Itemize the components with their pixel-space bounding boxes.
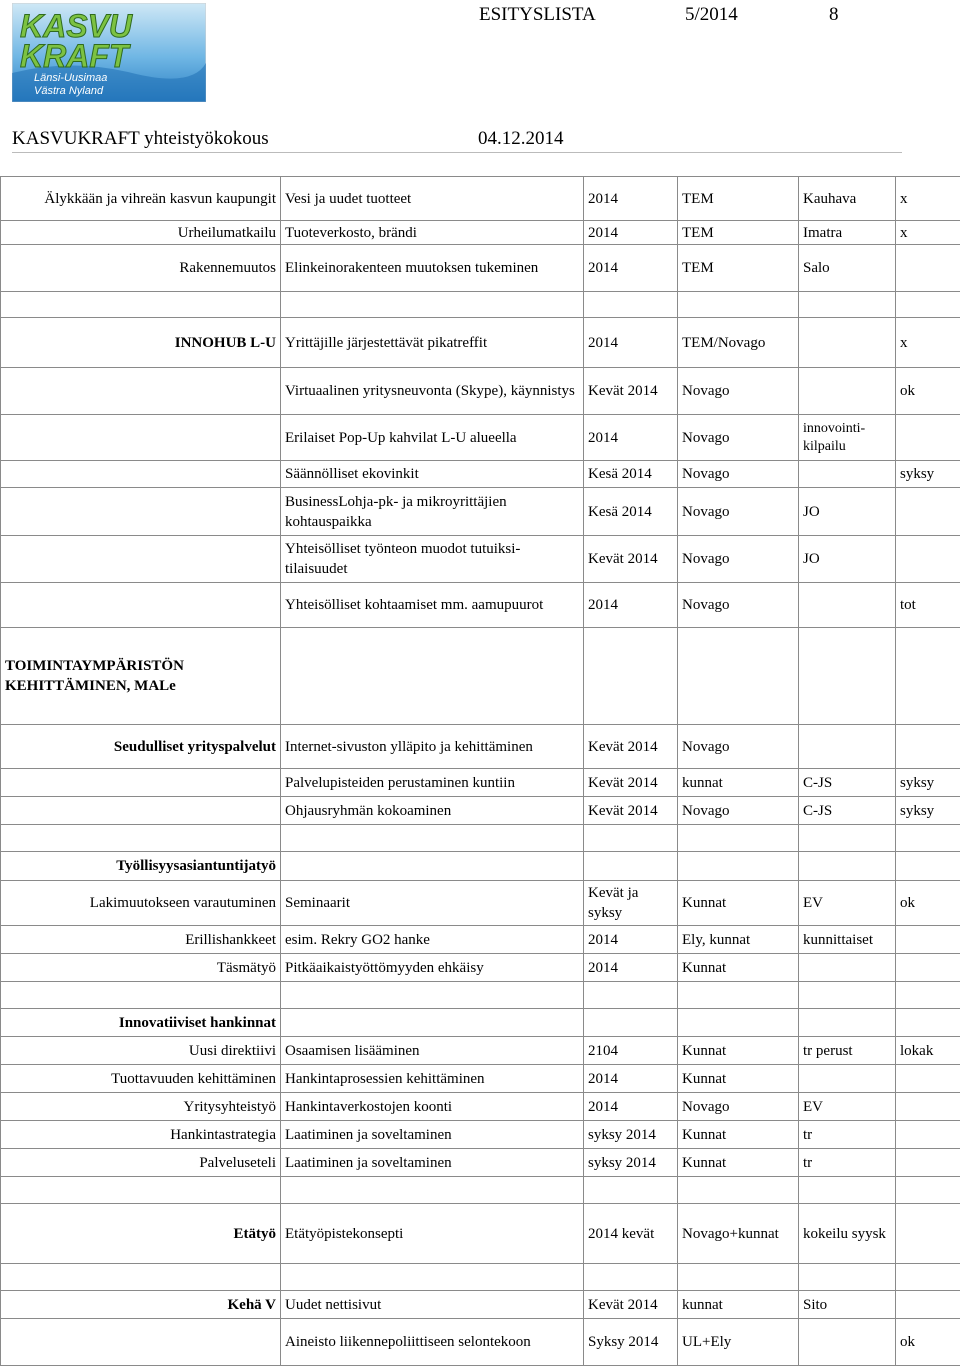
topic-cell (1, 1319, 281, 1366)
agenda-table (0, 176, 960, 1366)
topic-cell: Älykkään ja vihreän kasvun kaupungit (1, 177, 281, 221)
status-cell (896, 628, 960, 725)
note-cell: tr (799, 1121, 896, 1149)
schedule-cell: 2014 (584, 177, 678, 221)
page-number: 8 (829, 4, 839, 26)
status-cell: syksy (896, 461, 960, 488)
action-cell: Uudet nettisivut (281, 1291, 584, 1319)
table-row (1, 769, 960, 797)
spacer-row (1, 292, 960, 318)
table-row (1, 583, 960, 628)
svg-text:Västra Nyland: Västra Nyland (34, 85, 104, 97)
owner-cell: Novago (678, 415, 799, 461)
schedule-cell: 2014 (584, 318, 678, 368)
owner-cell (678, 1009, 799, 1037)
empty-cell (678, 982, 799, 1009)
note-cell: C-JS (799, 769, 896, 797)
action-cell: Laatiminen ja soveltaminen (281, 1121, 584, 1149)
empty-cell (1, 825, 281, 852)
topic-cell: Hankintastrategia (1, 1121, 281, 1149)
table-row (1, 415, 960, 461)
action-cell: BusinessLohja-pk- ja mikroyrittäjien kohtauspaikka (281, 488, 584, 536)
owner-cell (678, 628, 799, 725)
topic-cell: Etätyö (1, 1204, 281, 1264)
empty-cell (896, 825, 960, 852)
empty-cell (281, 292, 584, 318)
note-cell: Imatra (799, 221, 896, 245)
action-cell: Yrittäjille järjestettävät pikatreffit (281, 318, 584, 368)
action-cell: esim. Rekry GO2 hanke (281, 926, 584, 954)
table-row (1, 368, 960, 415)
empty-cell (896, 1264, 960, 1291)
document-number: 5/2014 (685, 4, 738, 26)
empty-cell (799, 292, 896, 318)
status-cell (896, 1204, 960, 1264)
topic-cell (1, 583, 281, 628)
status-cell (896, 1093, 960, 1121)
action-cell (281, 852, 584, 881)
schedule-cell: syksy 2014 (584, 1149, 678, 1177)
table-row (1, 1319, 960, 1366)
note-cell: Salo (799, 245, 896, 292)
empty-cell (584, 1177, 678, 1204)
action-cell: Seminaarit (281, 881, 584, 926)
owner-cell: Novago (678, 725, 799, 769)
empty-cell (1, 1264, 281, 1291)
topic-cell: Yritysyhteistyö (1, 1093, 281, 1121)
status-cell: ok (896, 1319, 960, 1366)
schedule-cell: syksy 2014 (584, 1121, 678, 1149)
action-cell (281, 628, 584, 725)
empty-cell (799, 1177, 896, 1204)
note-cell (799, 725, 896, 769)
action-cell: Yhteisölliset työnteon muodot tutuiksi-tilaisuudet (281, 536, 584, 583)
empty-cell (281, 982, 584, 1009)
table-row (1, 926, 960, 954)
owner-cell: Kunnat (678, 1121, 799, 1149)
table-row (1, 221, 960, 245)
action-cell (281, 1009, 584, 1037)
owner-cell: TEM/Novago (678, 318, 799, 368)
svg-text:KASVU: KASVU (20, 8, 133, 44)
empty-cell (1, 292, 281, 318)
schedule-cell: 2014 (584, 1065, 678, 1093)
action-cell: Erilaiset Pop-Up kahvilat L-U alueella (281, 415, 584, 461)
action-cell: Virtuaalinen yritysneuvonta (Skype), käynnistys (281, 368, 584, 415)
empty-cell (678, 1177, 799, 1204)
table-row (1, 954, 960, 982)
owner-cell: Kunnat (678, 1037, 799, 1065)
empty-cell (584, 982, 678, 1009)
schedule-cell: 2014 (584, 926, 678, 954)
empty-cell (799, 1264, 896, 1291)
note-cell (799, 583, 896, 628)
topic-cell: Täsmätyö (1, 954, 281, 982)
spacer-row (1, 1264, 960, 1291)
note-cell: tr (799, 1149, 896, 1177)
schedule-cell: 2014 (584, 221, 678, 245)
note-cell (799, 852, 896, 881)
empty-cell (281, 1177, 584, 1204)
status-cell (896, 1121, 960, 1149)
note-cell (799, 954, 896, 982)
status-cell: ok (896, 881, 960, 926)
status-cell (896, 415, 960, 461)
table-row (1, 245, 960, 292)
topic-cell: Kehä V (1, 1291, 281, 1319)
action-cell: Aineisto liikennepoliittiseen selontekoon (281, 1319, 584, 1366)
schedule-cell (584, 1009, 678, 1037)
action-cell: Vesi ja uudet tuotteet (281, 177, 584, 221)
table-row (1, 1065, 960, 1093)
empty-cell (584, 825, 678, 852)
topic-cell: Tuottavuuden kehittäminen (1, 1065, 281, 1093)
owner-cell: Novago (678, 368, 799, 415)
owner-cell: TEM (678, 221, 799, 245)
schedule-cell: 2014 (584, 954, 678, 982)
schedule-cell: Kevät 2014 (584, 1291, 678, 1319)
action-cell: Yhteisölliset kohtaamiset mm. aamupuurot (281, 583, 584, 628)
topic-cell (1, 461, 281, 488)
status-cell (896, 1009, 960, 1037)
topic-cell: Työllisyysasiantuntijatyö (1, 852, 281, 881)
owner-cell: UL+Ely (678, 1319, 799, 1366)
meeting-date: 04.12.2014 (478, 128, 564, 150)
empty-cell (678, 825, 799, 852)
note-cell: Sito (799, 1291, 896, 1319)
note-cell: kunnittaiset (799, 926, 896, 954)
empty-cell (281, 825, 584, 852)
status-cell (896, 1065, 960, 1093)
topic-cell: Palveluseteli (1, 1149, 281, 1177)
document-title: ESITYSLISTA (479, 4, 596, 26)
schedule-cell: Kevät 2014 (584, 536, 678, 583)
schedule-cell: 2014 kevät (584, 1204, 678, 1264)
action-cell: Säännölliset ekovinkit (281, 461, 584, 488)
action-cell: Osaamisen lisääminen (281, 1037, 584, 1065)
owner-cell: Novago (678, 488, 799, 536)
action-cell: Elinkeinorakenteen muutoksen tukeminen (281, 245, 584, 292)
owner-cell: kunnat (678, 769, 799, 797)
table-row (1, 318, 960, 368)
status-cell (896, 1149, 960, 1177)
status-cell (896, 245, 960, 292)
status-cell (896, 488, 960, 536)
schedule-cell: 2104 (584, 1037, 678, 1065)
empty-cell (584, 1264, 678, 1291)
table-row (1, 1037, 960, 1065)
schedule-cell: Kevät 2014 (584, 368, 678, 415)
table-row (1, 1291, 960, 1319)
empty-cell (896, 982, 960, 1009)
action-cell: Pitkäaikaistyöttömyyden ehkäisy (281, 954, 584, 982)
table-row (1, 797, 960, 825)
empty-cell (678, 292, 799, 318)
action-cell: Etätyöpistekonsepti (281, 1204, 584, 1264)
table-row (1, 725, 960, 769)
note-cell: C-JS (799, 797, 896, 825)
empty-cell (799, 982, 896, 1009)
status-cell (896, 926, 960, 954)
topic-cell: Lakimuutokseen varautuminen (1, 881, 281, 926)
action-cell: Palvelupisteiden perustaminen kuntiin (281, 769, 584, 797)
schedule-cell (584, 628, 678, 725)
note-cell: EV (799, 881, 896, 926)
empty-cell (896, 1177, 960, 1204)
empty-cell (281, 1264, 584, 1291)
topic-cell (1, 769, 281, 797)
schedule-cell: 2014 (584, 245, 678, 292)
spacer-row (1, 825, 960, 852)
table-row (1, 1093, 960, 1121)
empty-cell (1, 982, 281, 1009)
status-cell: ok (896, 368, 960, 415)
note-cell: innovointi-kilpailu (799, 415, 896, 461)
empty-cell (1, 1177, 281, 1204)
action-cell: Ohjausryhmän kokoaminen (281, 797, 584, 825)
status-cell (896, 852, 960, 881)
schedule-cell: Kevät ja syksy (584, 881, 678, 926)
note-cell (799, 1009, 896, 1037)
owner-cell: TEM (678, 177, 799, 221)
schedule-cell: 2014 (584, 1093, 678, 1121)
topic-cell: INNOHUB L-U (1, 318, 281, 368)
schedule-cell: Kevät 2014 (584, 725, 678, 769)
owner-cell: Novago (678, 797, 799, 825)
table-row (1, 536, 960, 583)
owner-cell: Novago (678, 536, 799, 583)
note-cell: JO (799, 536, 896, 583)
status-cell (896, 725, 960, 769)
topic-cell (1, 797, 281, 825)
schedule-cell: 2014 (584, 415, 678, 461)
owner-cell: Novago (678, 583, 799, 628)
action-cell: Laatiminen ja soveltaminen (281, 1149, 584, 1177)
table-row (1, 1149, 960, 1177)
note-cell: kokeilu syysk (799, 1204, 896, 1264)
meeting-name: KASVUKRAFT yhteistyökokous (12, 128, 269, 150)
action-cell: Hankintaverkostojen koonti (281, 1093, 584, 1121)
topic-cell: Urheilumatkailu (1, 221, 281, 245)
note-cell (799, 628, 896, 725)
spacer-row (1, 1177, 960, 1204)
note-cell (799, 368, 896, 415)
owner-cell: Kunnat (678, 954, 799, 982)
empty-cell (799, 825, 896, 852)
owner-cell: Novago (678, 461, 799, 488)
topic-cell: TOIMINTAYMPÄRISTÖN KEHITTÄMINEN, MALe (1, 628, 281, 725)
topic-cell: Erillishankkeet (1, 926, 281, 954)
spacer-row (1, 982, 960, 1009)
owner-cell: Novago+kunnat (678, 1204, 799, 1264)
topic-cell (1, 536, 281, 583)
status-cell: x (896, 318, 960, 368)
status-cell (896, 1291, 960, 1319)
table-row (1, 628, 960, 725)
header-divider (12, 152, 902, 153)
topic-cell: Seudulliset yrityspalvelut (1, 725, 281, 769)
note-cell (799, 1319, 896, 1366)
owner-cell: TEM (678, 245, 799, 292)
topic-cell: Uusi direktiivi (1, 1037, 281, 1065)
topic-cell: Innovatiiviset hankinnat (1, 1009, 281, 1037)
status-cell (896, 536, 960, 583)
svg-text:Länsi-Uusimaa: Länsi-Uusimaa (34, 72, 107, 84)
table-row (1, 177, 960, 221)
note-cell (799, 461, 896, 488)
action-cell: Tuoteverkosto, brändi (281, 221, 584, 245)
action-cell: Internet-sivuston ylläpito ja kehittäminen (281, 725, 584, 769)
table-row (1, 852, 960, 881)
schedule-cell: Kevät 2014 (584, 769, 678, 797)
owner-cell (678, 852, 799, 881)
note-cell: EV (799, 1093, 896, 1121)
status-cell: tot (896, 583, 960, 628)
owner-cell: Kunnat (678, 1065, 799, 1093)
status-cell: syksy (896, 797, 960, 825)
note-cell: JO (799, 488, 896, 536)
svg-text:KRAFT: KRAFT (20, 38, 131, 74)
schedule-cell: Kesä 2014 (584, 461, 678, 488)
action-cell: Hankintaprosessien kehittäminen (281, 1065, 584, 1093)
empty-cell (896, 292, 960, 318)
note-cell (799, 1065, 896, 1093)
schedule-cell: Syksy 2014 (584, 1319, 678, 1366)
schedule-cell: 2014 (584, 583, 678, 628)
table-row (1, 1204, 960, 1264)
owner-cell: Kunnat (678, 881, 799, 926)
status-cell: x (896, 221, 960, 245)
owner-cell: Kunnat (678, 1149, 799, 1177)
note-cell (799, 318, 896, 368)
schedule-cell (584, 852, 678, 881)
table-row (1, 488, 960, 536)
table-row (1, 461, 960, 488)
owner-cell: Novago (678, 1093, 799, 1121)
note-cell: Kauhava (799, 177, 896, 221)
topic-cell: Rakennemuutos (1, 245, 281, 292)
owner-cell: kunnat (678, 1291, 799, 1319)
topic-cell (1, 488, 281, 536)
status-cell (896, 954, 960, 982)
table-row (1, 881, 960, 926)
topic-cell (1, 415, 281, 461)
empty-cell (678, 1264, 799, 1291)
status-cell: syksy (896, 769, 960, 797)
empty-cell (584, 292, 678, 318)
table-row (1, 1009, 960, 1037)
note-cell: tr perust (799, 1037, 896, 1065)
table-row (1, 1121, 960, 1149)
schedule-cell: Kesä 2014 (584, 488, 678, 536)
schedule-cell: Kevät 2014 (584, 797, 678, 825)
status-cell: x (896, 177, 960, 221)
owner-cell: Ely, kunnat (678, 926, 799, 954)
topic-cell (1, 368, 281, 415)
kasvukraft-logo (12, 3, 206, 102)
status-cell: lokak (896, 1037, 960, 1065)
